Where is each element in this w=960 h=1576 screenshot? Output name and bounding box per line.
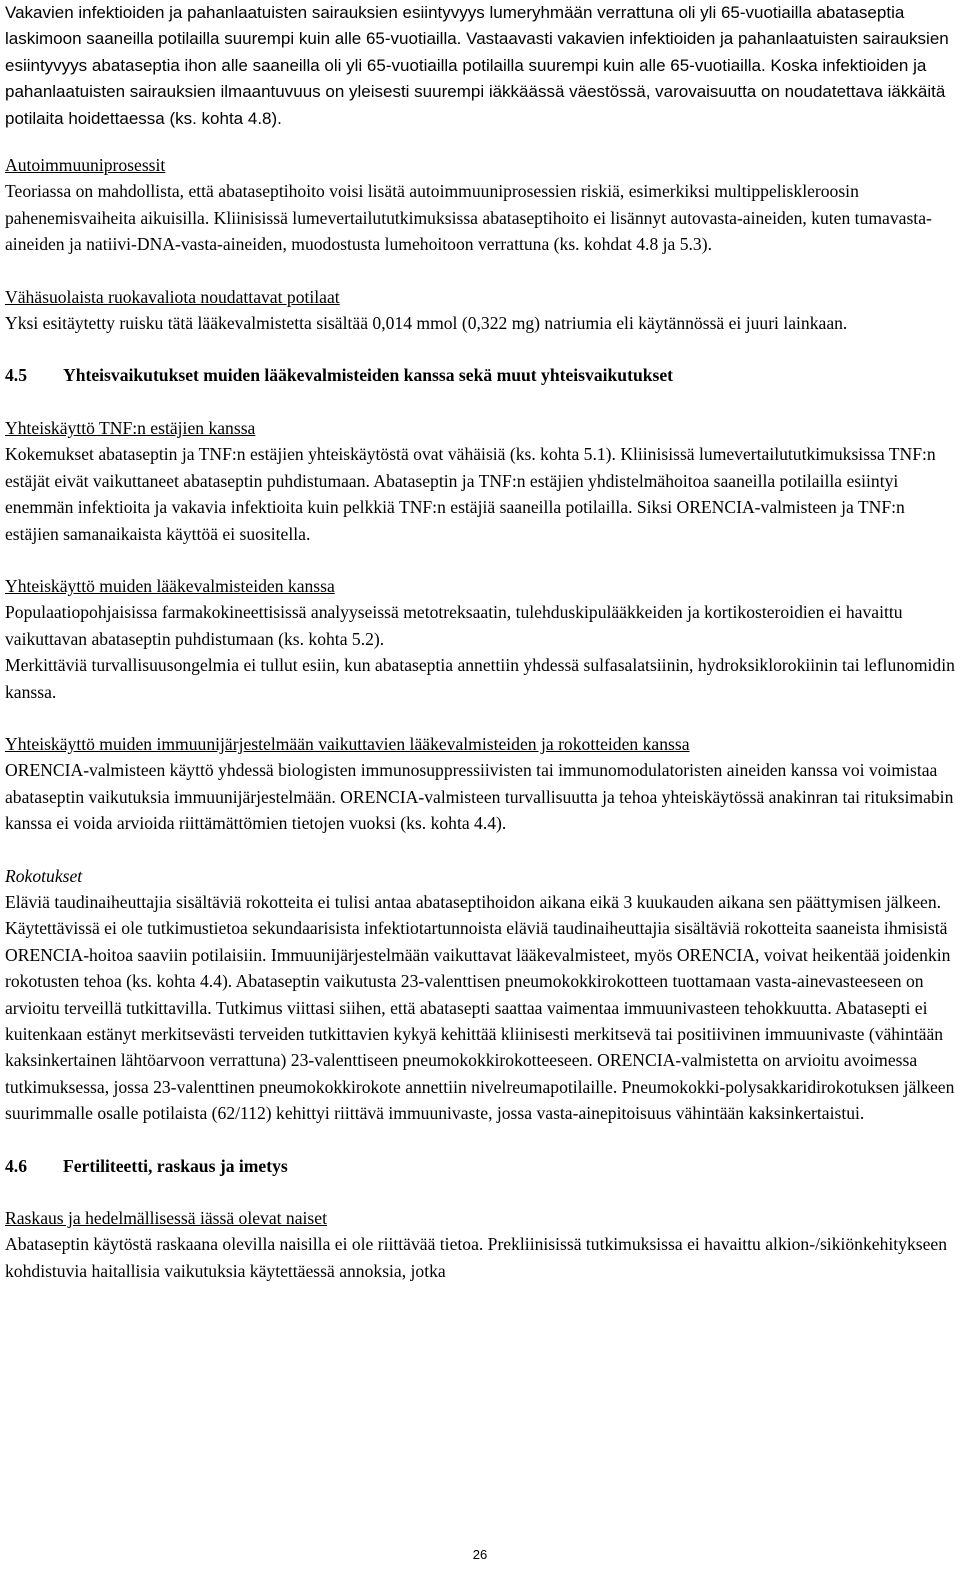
spacer (5, 258, 955, 284)
page-number: 26 (472, 1547, 488, 1562)
spacer (5, 705, 955, 731)
subheading-sodium: Vähäsuolaista ruokavaliota noudattavat potilaat (5, 286, 340, 307)
section-heading-4-5 (5, 362, 955, 388)
tnf-paragraph: Kokemukset abataseptin ja TNF:n estäjien yhteiskäytöstä ovat vähäisiä (ks. kohta 5.1). Kliinisissä lumevertailututkimuksissa TNF:n estäjät eivät vaikuttaneet abataseptin puhdistumaan. Abataseptin ja TNF:n estäjien yhdistelmähoitoa saaneilla potilailla esiintyi enemmän infektioita ja vakavia infektioita kuin pelkkiä TNF:n estäjiä saaneilla potilailla. Siksi ORENCIA-valmisteen ja TNF:n estäjien samanaikaista käyttöä ei suositella. (5, 444, 936, 544)
immuno-paragraph: ORENCIA-valmisteen käyttö yhdessä biologisten immunosuppressiivisten tai immunomodulatoristen aineiden kanssa voi voimistaa abataseptin vaikutuksia immuunijärjestelmään. ORENCIA-valmisteen turvallisuutta ja tehoa yhteiskäytössä anakinran tai rituksimabin kanssa ei voida arvioida riittämättömien tietojen vuoksi (ks. kohta 4.4). (5, 760, 954, 834)
subheading-vaccines: Rokotukset (5, 865, 83, 886)
subheading-other-drugs: Yhteiskäyttö muiden lääkevalmisteiden kanssa (5, 575, 335, 596)
intro-paragraph: Vakavien infektioiden ja pahanlaatuisten sairauksien esiintyvyys lumeryhmään verrattuna oli yli 65-vuotiailla abataseptia laskimoon saaneilla potilailla suurempi kuin alle 65-vuotiailla. Vastaavasti vakavien infektioiden ja pahanlaatuisten sairauksien esiintyvyys abataseptia ihon alle saaneilla oli yli 65-vuotiailla potilailla suurempi kuin alle 65-vuotiailla. Koska infektioiden ja pahanlaatuisten sairauksien ilmaantuvuus on yleisesti suurempi iäkkäässä väestössä, varovaisuutta on noudatettava iäkkäitä potilaita hoidettaessa (ks. kohta 4.8). (5, 3, 949, 128)
spacer (5, 547, 955, 573)
section-title: Fertiliteetti, raskaus ja imetys (63, 1155, 288, 1176)
spacer (5, 1179, 955, 1205)
document-page (5, 0, 955, 1284)
subheading-pregnancy: Raskaus ja hedelmällisessä iässä olevat naiset (5, 1208, 327, 1229)
subheading-autoimmune: Autoimmuuniprosessit (5, 155, 166, 176)
section-heading-4-6 (5, 1153, 955, 1179)
vaccines-paragraph: Eläviä taudinaiheuttajia sisältäviä rokotteita ei tulisi antaa abataseptihoidon aikana eikä 3 kuukauden aikana sen päättymisen jälkeen. Käytettävissä ei ole tutkimustietoa sekundaarisista infektiotartunnoista eläviä taudinaiheuttajia sisältäviä rokotteita saaneista ihmisistä ORENCIA-hoitoa saaviin potilaisiin. Immuunijärjestelmään vaikuttavat lääkevalmisteet, myös ORENCIA, voivat heikentää joidenkin rokotusten tehoa (ks. kohta 4.4). Abataseptin vaikutusta 23-valenttisen pneumokokkirokotteen tuottamaan vasta-ainevasteeseen on arvioitu terveillä tutkittavilla. Tutkimus viittasi siihen, että abatasepti saattaa vaimentaa immuunivasteen tehokkuutta. Abatasepti ei kuitenkaan estänyt merkitsevästi terveiden tutkittavien kykyä kehittää kliinisesti merkitsevä tai positiivinen immuunivaste (vähintään kaksinkertainen lähtöarvoon verrattuna) 23-valenttiseen pneumokokkirokotteeseen. ORENCIA-valmistetta on arvioitu avoimessa tutkimuksessa, jossa 23-valenttinen pneumokokkirokote annettiin nivelreumapotilaille. Pneumokokki-polysakkaridirokotuksen jälkeen suurimmalle osalle potilaista (62/112) kehittyi riittävä immuunivaste, jossa vasta-ainepitoisuus vähintään kaksinkertaistui. (5, 891, 955, 1124)
spacer (5, 837, 955, 863)
section-number: 4.6 (5, 1155, 27, 1176)
spacer (5, 1127, 955, 1153)
autoimmune-paragraph: Teoriassa on mahdollista, että abataseptihoito voisi lisätä autoimmuuniprosessien riskiä, esimerkiksi multippeliskleroosin pahenemisvaiheita aikuisilla. Kliinisissä lumevertailututkimuksissa abataseptihoito ei lisännyt autovasta-aineiden, kuten tumavasta-aineiden ja natiivi-DNA-vasta-aineiden, muodostusta lumehoitoon verrattuna (ks. kohdat 4.8 ja 5.3). (5, 181, 932, 255)
other-drugs-paragraph-2: Merkittäviä turvallisuusongelmia ei tullut esiin, kun abataseptia annettiin yhdessä sulfasalatsiinin, hydroksiklorokiinin tai leflunomidin kanssa. (5, 655, 955, 702)
subheading-tnf: Yhteiskäyttö TNF:n estäjien kanssa (5, 417, 256, 438)
spacer (5, 132, 955, 152)
other-drugs-paragraph-1: Populaatiopohjaisissa farmakokineettisissä analyyseissä metotreksaatin, tulehduskipulääkkeiden ja kortikosteroidien ei havaittu vaikuttavan abataseptin puhdistumaan (ks. kohta 5.2). (5, 602, 903, 649)
subheading-immuno: Yhteiskäyttö muiden immuunijärjestelmään vaikuttavien lääkevalmisteiden ja rokotteiden kanssa (5, 733, 690, 754)
pregnancy-paragraph: Abataseptin käytöstä raskaana olevilla naisilla ei ole riittävää tietoa. Prekliinisissä tutkimuksissa ei havaittu alkion-/sikiönkehitykseen kohdistuvia haitallisia vaikutuksia käytettäessä annoksia, jotka (5, 1234, 948, 1281)
spacer (5, 389, 955, 415)
sodium-paragraph: Yksi esitäytetty ruisku tätä lääkevalmistetta sisältää 0,014 mmol (0,322 mg) natriumia eli käytännössä ei juuri lainkaan. (5, 313, 848, 334)
spacer (5, 336, 955, 362)
section-number: 4.5 (5, 365, 27, 386)
section-title: Yhteisvaikutukset muiden lääkevalmisteiden kanssa sekä muut yhteisvaikutukset (63, 365, 674, 386)
